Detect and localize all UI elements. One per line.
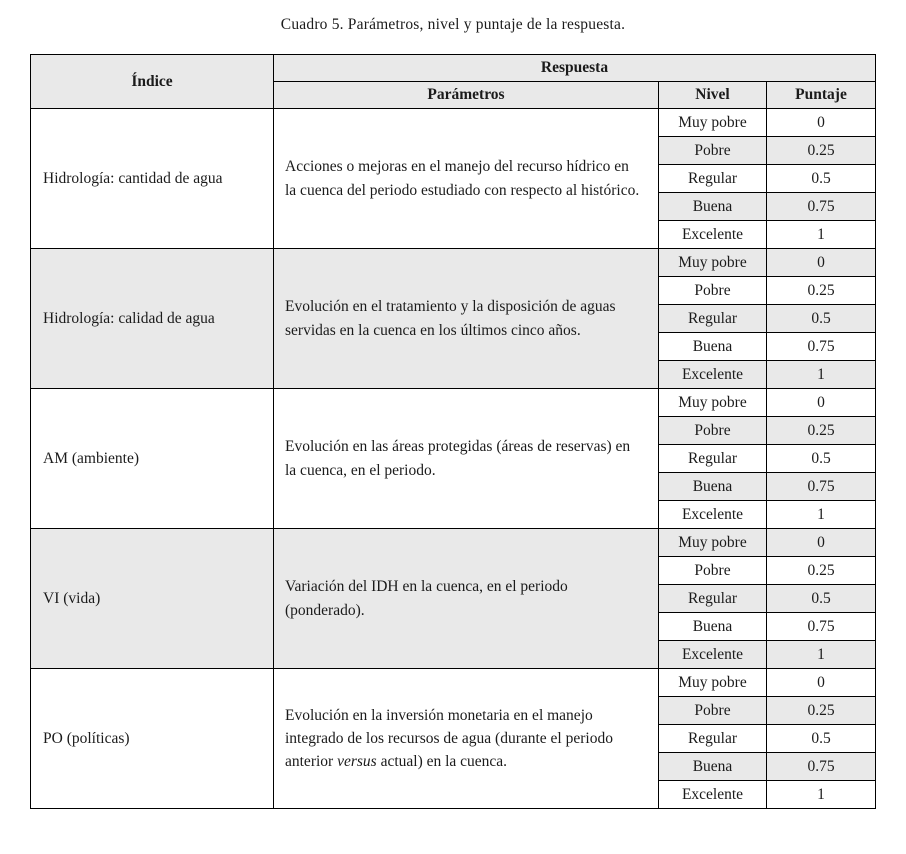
puntaje-cell: 0.75	[767, 333, 876, 361]
puntaje-cell: 1	[767, 781, 876, 809]
header-parametros: Parámetros	[274, 82, 659, 109]
nivel-cell: Regular	[659, 165, 767, 193]
nivel-cell: Regular	[659, 585, 767, 613]
puntaje-cell: 0.25	[767, 417, 876, 445]
puntaje-cell: 0	[767, 529, 876, 557]
nivel-cell: Excelente	[659, 641, 767, 669]
header-nivel: Nivel	[659, 82, 767, 109]
table-row	[31, 109, 876, 137]
indice-cell: Hidrología: calidad de agua	[31, 249, 274, 389]
puntaje-cell: 0	[767, 249, 876, 277]
table-row	[31, 389, 876, 417]
puntaje-cell: 0	[767, 109, 876, 137]
nivel-cell: Excelente	[659, 501, 767, 529]
puntaje-cell: 0	[767, 669, 876, 697]
puntaje-cell: 0.25	[767, 557, 876, 585]
nivel-cell: Muy pobre	[659, 389, 767, 417]
puntaje-cell: 1	[767, 221, 876, 249]
table-caption: Cuadro 5. Parámetros, nivel y puntaje de la respuesta.	[280, 16, 626, 33]
nivel-cell: Buena	[659, 193, 767, 221]
header-respuesta: Respuesta	[274, 55, 876, 82]
nivel-cell: Regular	[659, 305, 767, 333]
puntaje-cell: 0.75	[767, 193, 876, 221]
nivel-cell: Pobre	[659, 277, 767, 305]
nivel-cell: Muy pobre	[659, 109, 767, 137]
nivel-cell: Pobre	[659, 137, 767, 165]
nivel-cell: Muy pobre	[659, 249, 767, 277]
parametros-cell	[274, 669, 659, 809]
parameters-table	[30, 54, 876, 809]
nivel-cell: Muy pobre	[659, 669, 767, 697]
parametros-cell: Evolución en las áreas protegidas (áreas de reservas) en la cuenca, en el periodo.	[274, 389, 659, 529]
nivel-cell: Buena	[659, 753, 767, 781]
puntaje-cell: 0.25	[767, 137, 876, 165]
puntaje-cell: 0	[767, 389, 876, 417]
nivel-cell: Buena	[659, 613, 767, 641]
nivel-cell: Excelente	[659, 221, 767, 249]
puntaje-cell: 0.75	[767, 613, 876, 641]
puntaje-cell: 0.75	[767, 753, 876, 781]
indice-cell: PO (políticas)	[31, 669, 274, 809]
parametros-text-italic: versus	[337, 753, 377, 771]
indice-cell: VI (vida)	[31, 529, 274, 669]
parametros-cell: Acciones o mejoras en el manejo del recurso hídrico en la cuenca del periodo estudiado con respecto al histórico.	[274, 109, 659, 249]
table-row	[31, 529, 876, 557]
nivel-cell: Excelente	[659, 361, 767, 389]
parametros-cell: Evolución en el tratamiento y la disposición de aguas servidas en la cuenca en los últimos cinco años.	[274, 249, 659, 389]
parametros-text-pre: Evolución en la inversión monetaria en el manejo integrado de los recursos de agua (durante el periodo anterior	[285, 706, 613, 771]
nivel-cell: Buena	[659, 333, 767, 361]
puntaje-cell: 0.5	[767, 585, 876, 613]
puntaje-cell: 0.5	[767, 165, 876, 193]
puntaje-cell: 1	[767, 641, 876, 669]
puntaje-cell: 1	[767, 361, 876, 389]
nivel-cell: Regular	[659, 725, 767, 753]
nivel-cell: Regular	[659, 445, 767, 473]
table-row	[31, 249, 876, 277]
puntaje-cell: 0.75	[767, 473, 876, 501]
nivel-cell: Muy pobre	[659, 529, 767, 557]
nivel-cell: Buena	[659, 473, 767, 501]
nivel-cell: Pobre	[659, 417, 767, 445]
puntaje-cell: 0.5	[767, 445, 876, 473]
table-row	[31, 669, 876, 697]
nivel-cell: Pobre	[659, 697, 767, 725]
parametros-cell: Variación del IDH en la cuenca, en el periodo (ponderado).	[274, 529, 659, 669]
nivel-cell: Pobre	[659, 557, 767, 585]
header-row-respuesta	[31, 55, 876, 82]
parametros-text-post: actual) en la cuenca.	[376, 753, 508, 771]
header-puntaje: Puntaje	[767, 82, 876, 109]
puntaje-cell: 0.25	[767, 277, 876, 305]
nivel-cell: Excelente	[659, 781, 767, 809]
indice-cell: AM (ambiente)	[31, 389, 274, 529]
indice-cell: Hidrología: cantidad de agua	[31, 109, 274, 249]
header-indice: Índice	[31, 55, 274, 109]
puntaje-cell: 1	[767, 501, 876, 529]
puntaje-cell: 0.25	[767, 697, 876, 725]
puntaje-cell: 0.5	[767, 305, 876, 333]
puntaje-cell: 0.5	[767, 725, 876, 753]
